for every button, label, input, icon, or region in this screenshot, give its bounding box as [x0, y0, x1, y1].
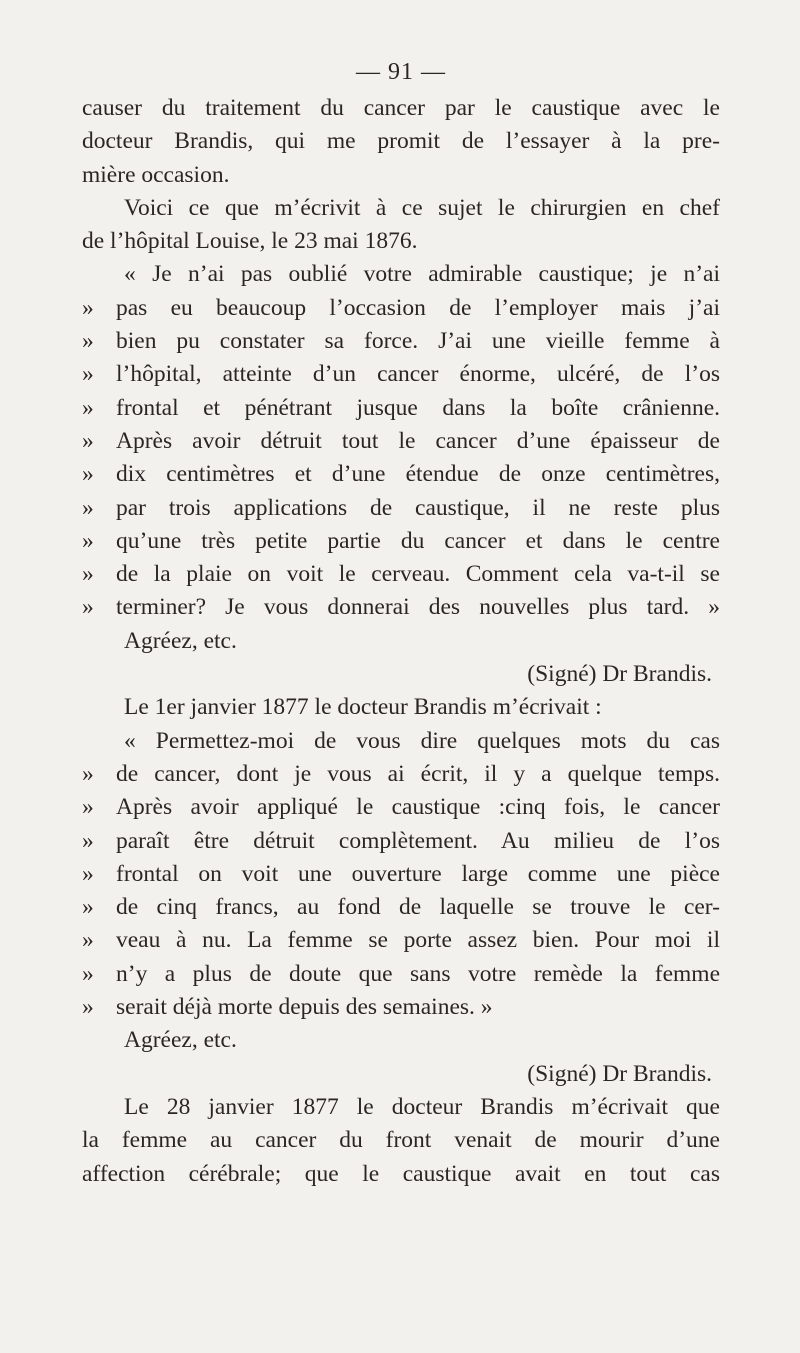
text-line: » terminer? Je vous donnerai des nouvelles plus tard. »	[82, 591, 720, 624]
text-line: Le 1er janvier 1877 le docteur Brandis m’écrivait :	[124, 694, 602, 721]
text-line: causer du traitement du cancer par le caustique avec le	[82, 95, 720, 121]
text-line: » par trois applications de caustique, il ne reste plus	[82, 492, 720, 525]
text-line: (Signé) Dr Brandis.	[527, 1060, 712, 1087]
text-line: » de la plaie on voit le cerveau. Comment cela va-t-il se	[82, 558, 720, 591]
text-line: » frontal on voit une ouverture large comme une pièce	[82, 858, 720, 891]
text-line: docteur Brandis, qui me promit de l’essayer à la pre-	[82, 128, 720, 155]
text-line: (Signé) Dr Brandis.	[527, 661, 712, 688]
text-line: » Après avoir détruit tout le cancer d’une épaisseur de	[82, 425, 720, 458]
text-line: Agréez, etc.	[124, 627, 237, 654]
body-text	[82, 92, 720, 1191]
text-line: » paraît être détruit complètement. Au milieu de l’os	[82, 825, 720, 858]
text-line: » n’y a plus de doute que sans votre remède la femme	[82, 958, 720, 991]
text-line: » frontal et pénétrant jusque dans la boîte crânienne.	[82, 392, 720, 425]
text-line: affection cérébrale; que le caustique avait en tout cas	[82, 1160, 720, 1187]
text-line: « Permettez-moi de vous dire quelques mots du cas	[124, 727, 720, 754]
text-line: » de cancer, dont je vous ai écrit, il y a quelque temps.	[82, 758, 720, 791]
text-line: » serait déjà morte depuis des semaines. »	[82, 991, 720, 1024]
text-line: » dix centimètres et d’une étendue de onze centimètres,	[82, 458, 720, 491]
text-line: Agréez, etc.	[124, 1027, 237, 1054]
text-line: Voici ce que m’écrivit à ce sujet le chirurgien en chef	[124, 194, 720, 221]
text-line: de l’hôpital Louise, le 23 mai 1876.	[82, 228, 418, 255]
page-number: — 91 —	[356, 59, 446, 85]
text-line: la femme au cancer du front venait de mourir d’une	[82, 1127, 720, 1154]
text-line: » pas eu beaucoup l’occasion de l’employer mais j’ai	[82, 292, 720, 325]
text-line: » qu’une très petite partie du cancer et dans le centre	[82, 525, 720, 558]
text-line: » Après avoir appliqué le caustique :cinq fois, le cancer	[82, 791, 720, 824]
text-line: Le 28 janvier 1877 le docteur Brandis m’écrivait que	[124, 1093, 720, 1120]
text-line: mière occasion.	[82, 161, 230, 188]
text-line: » de cinq francs, au fond de laquelle se trouve le cer-	[82, 891, 720, 924]
text-line: » l’hôpital, atteinte d’un cancer énorme, ulcéré, de l’os	[82, 358, 720, 391]
text-line: « Je n’ai pas oublié votre admirable caustique; je n’ai	[124, 261, 720, 288]
text-line: » bien pu constater sa force. J’ai une vieille femme à	[82, 325, 720, 358]
text-line: » veau à nu. La femme se porte assez bien. Pour moi il	[82, 924, 720, 957]
